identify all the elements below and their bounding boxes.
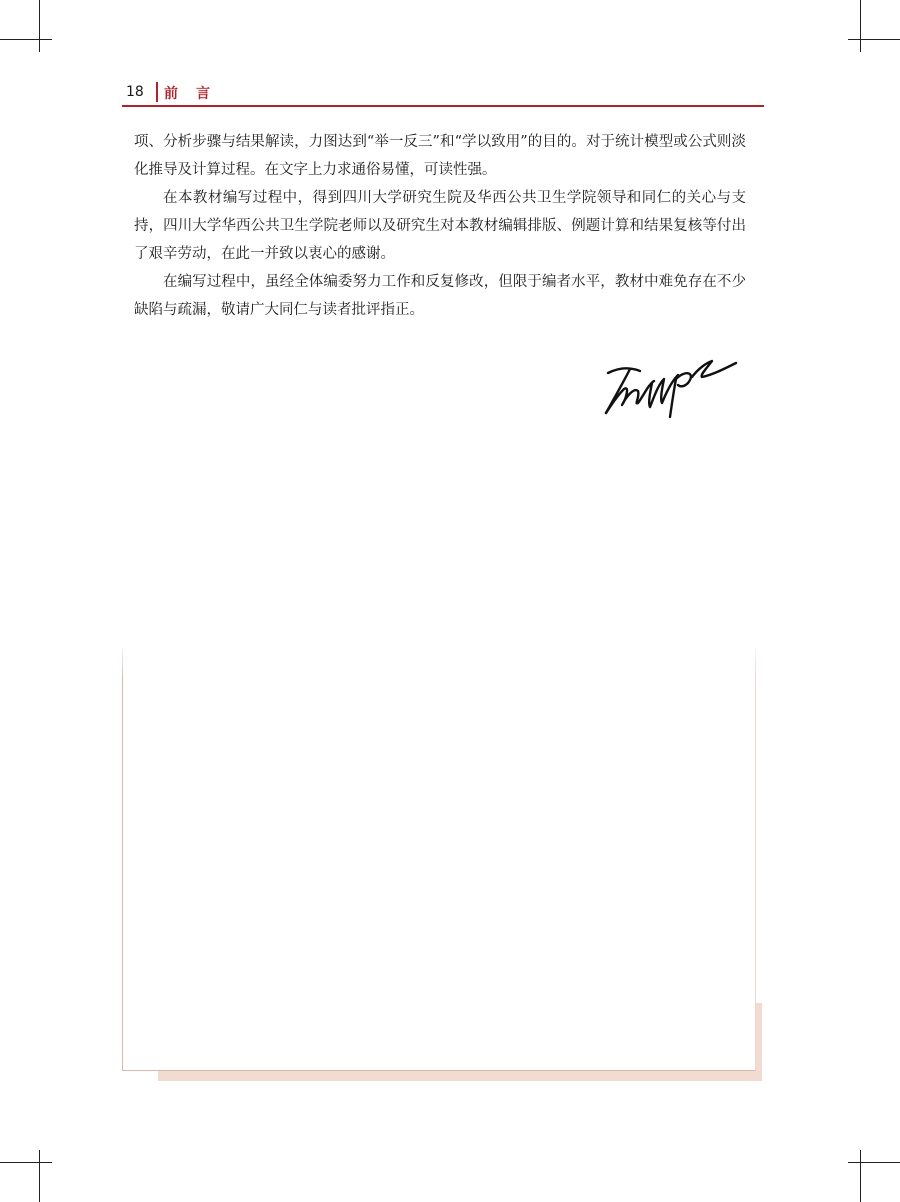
page-number: 18 bbox=[126, 84, 144, 100]
paragraph-continued: 项、分析步骤与结果解读，力图达到“举一反三”和“学以致用”的目的。对于统计模型或公式则淡化推导及计算过程。在文字上力求通俗易懂，可读性强。 bbox=[134, 134, 746, 178]
paragraph-acknowledgement: 在本教材编写过程中，得到四川大学研究生院及华西公共卫生学院领导和同仁的关心与支持，四川大学华西公共卫生学院老师以及研究生对本教材编辑排版、例题计算和结果复核等付出了艰辛劳动，在此一并致以衷心的感谢。 bbox=[134, 190, 746, 262]
decorative-frame bbox=[122, 648, 756, 1071]
paragraph-apology: 在编写过程中，虽经全体编委努力工作和反复修改，但限于编者水平，教材中难免存在不少缺陷与疏漏，敬请广大同仁与读者批评指正。 bbox=[134, 274, 746, 318]
header-title: 前言 bbox=[164, 86, 228, 102]
frame-fade bbox=[122, 640, 756, 680]
body-text bbox=[134, 128, 746, 324]
running-header bbox=[122, 80, 764, 106]
header-rule bbox=[122, 105, 764, 107]
handwritten-signature bbox=[596, 345, 746, 425]
header-separator bbox=[156, 82, 158, 102]
